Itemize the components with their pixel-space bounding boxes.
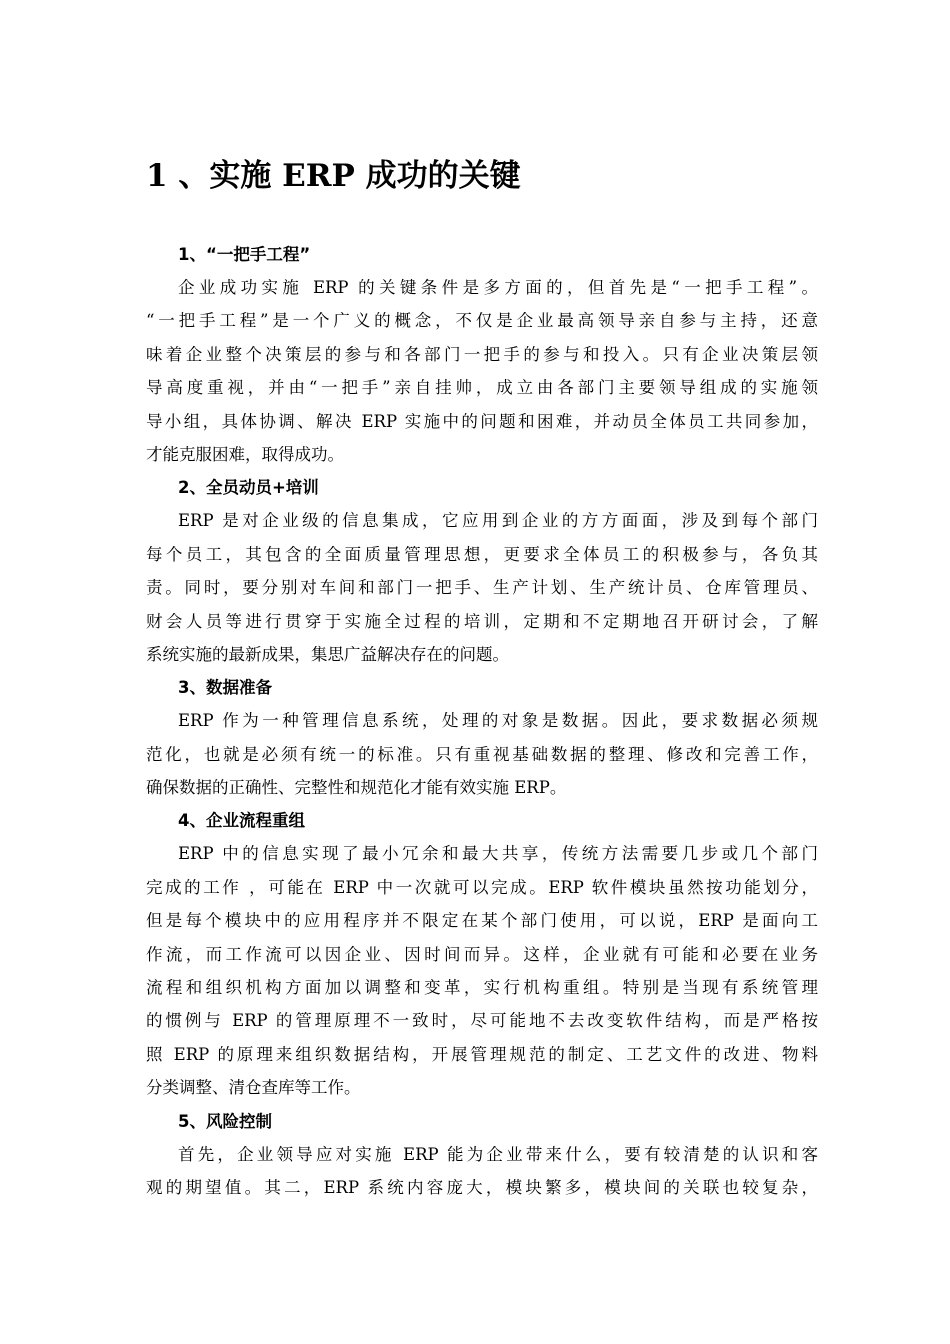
document-page xyxy=(146,150,818,1204)
section-1 xyxy=(146,238,818,471)
paragraph-line: 但是每个模块中的应用程序并不限定在某个部门使用，可以说，ERP 是面向工 xyxy=(146,911,818,931)
section-heading: 3、数据准备 xyxy=(178,678,272,698)
section-paragraph xyxy=(146,271,818,471)
paragraph-line: 确保数据的正确性、完整性和规范化才能有效实施 ERP。 xyxy=(146,778,567,798)
paragraph-line: 味着企业整个决策层的参与和各部门一把手的参与和投入。只有企业决策层领 xyxy=(146,344,818,364)
section-3 xyxy=(146,671,818,804)
section-5 xyxy=(146,1105,818,1205)
section-heading: 5、风险控制 xyxy=(178,1111,272,1131)
paragraph-line: “一把手工程”是一个广义的概念，不仅是企业最高领导亲自参与主持，还意 xyxy=(146,311,818,331)
paragraph-line: ERP 中的信息实现了最小冗余和最大共享，传统方法需要几步或几个部门 xyxy=(178,844,818,864)
paragraph-line: 流程和组织机构方面加以调整和变革，实行机构重组。特别是当现有系统管理 xyxy=(146,978,818,998)
paragraph-line: ERP 作为一种管理信息系统，处理的对象是数据。因此，要求数据必须规 xyxy=(178,711,818,731)
section-paragraph xyxy=(146,504,818,671)
paragraph-line: 系统实施的最新成果，集思广益解决存在的问题。 xyxy=(146,644,509,664)
section-heading: 2、全员动员+培训 xyxy=(178,478,319,498)
paragraph-line: 财会人员等进行贯穿于实施全过程的培训，定期和不定期地召开研讨会，了解 xyxy=(146,611,818,631)
paragraph-line: 责。同时，要分别对车间和部门一把手、生产计划、生产统计员、仓库管理员、 xyxy=(146,578,818,598)
paragraph-line: 作流，而工作流可以因企业、因时间而异。这样，企业就有可能和必要在业务 xyxy=(146,944,818,964)
section-2 xyxy=(146,471,818,671)
paragraph-line: 观的期望值。其二，ERP 系统内容庞大，模块繁多，模块间的关联也较复杂， xyxy=(146,1177,818,1197)
paragraph-line: 导小组，具体协调、解决 ERP 实施中的问题和困难，并动员全体员工共同参加， xyxy=(146,411,818,431)
paragraph-line: 每个员工，其包含的全面质量管理思想，更要求全体员工的积极参与，各负其 xyxy=(146,544,818,564)
sections-container xyxy=(146,238,818,1204)
paragraph-line: 范化，也就是必须有统一的标准。只有重视基础数据的整理、修改和完善工作， xyxy=(146,744,818,764)
paragraph-line: 分类调整、清仓查库等工作。 xyxy=(146,1078,361,1098)
paragraph-line: 才能克服困难，取得成功。 xyxy=(146,444,344,464)
paragraph-line: ERP 是对企业级的信息集成，它应用到企业的方方面面，涉及到每个部门 xyxy=(178,511,818,531)
section-paragraph xyxy=(146,1138,818,1205)
document-title: 1 、实施 ERP 成功的关键 xyxy=(146,158,521,194)
section-heading: 4、企业流程重组 xyxy=(178,811,305,831)
paragraph-line: 的惯例与 ERP 的管理原理不一致时，尽可能地不去改变软件结构，而是严格按 xyxy=(146,1011,818,1031)
section-heading: 1、“一把手工程” xyxy=(178,245,311,264)
section-paragraph xyxy=(146,704,818,804)
paragraph-line: 首先，企业领导应对实施 ERP 能为企业带来什么，要有较清楚的认识和客 xyxy=(178,1144,818,1164)
paragraph-line: 导高度重视，并由“一把手”亲自挂帅，成立由各部门主要领导组成的实施领 xyxy=(146,378,818,398)
section-4 xyxy=(146,804,818,1104)
paragraph-line: 照 ERP 的原理来组织数据结构，开展管理规范的制定、工艺文件的改进、物料 xyxy=(146,1044,818,1064)
paragraph-line: 完成的工作 ，可能在 ERP 中一次就可以完成。ERP 软件模块虽然按功能划分， xyxy=(146,877,818,897)
section-paragraph xyxy=(146,837,818,1104)
paragraph-line: 企业成功实施 ERP 的关键条件是多方面的，但首先是“一把手工程”。 xyxy=(178,278,818,297)
